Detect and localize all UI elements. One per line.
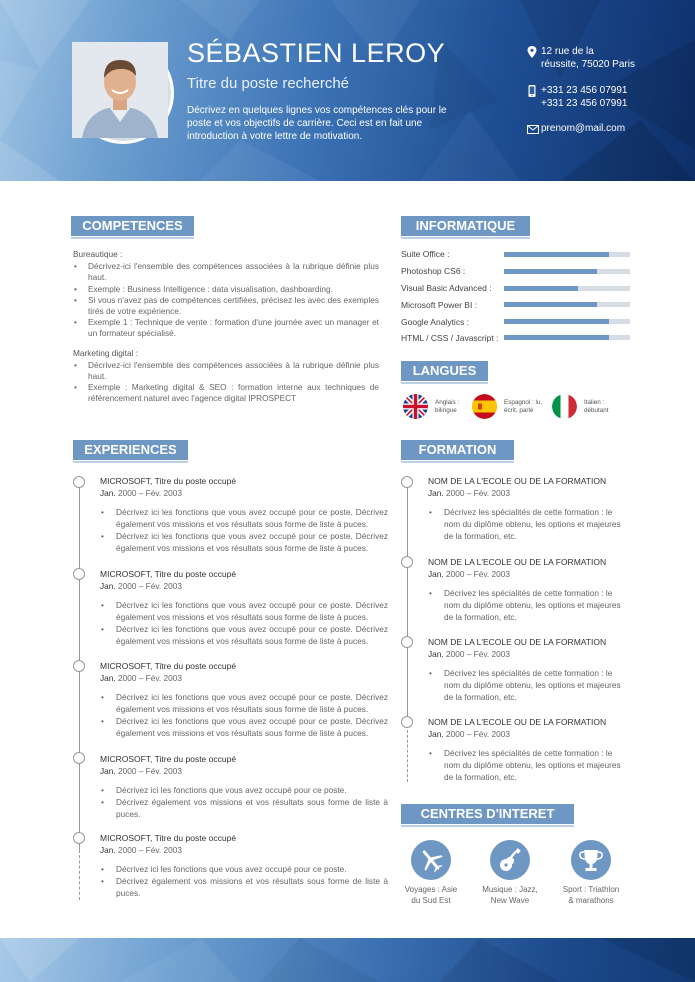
competence-list [73, 261, 379, 339]
job-dates: Jan. 2000 – Fév. 2003 [100, 673, 182, 683]
person-name: SÉBASTIEN LEROY [187, 38, 446, 68]
section-competences-title: COMPETENCES [71, 216, 194, 236]
skill-bar [504, 286, 630, 291]
list-item: • Décrivez ici les fonctions que vous avez occupé pour ce poste. Décrivez également vos missions et vos résultats sous forme de liste à puces. [100, 506, 388, 530]
list-item: • Décrivez ici les fonctions que vous avez occupé pour ce poste. [100, 863, 388, 875]
skill-bar [504, 269, 630, 274]
timeline-dot [401, 716, 413, 728]
trophy-icon [571, 840, 611, 880]
job-title: Titre du poste recherché [187, 75, 350, 92]
address-line-1: 12 rue de la [541, 46, 594, 57]
avatar [75, 45, 168, 138]
formation-item [428, 475, 626, 542]
skill-label: Google Analytics : [401, 317, 470, 327]
interest-label: Voyages : Asie du Sud Est [404, 885, 458, 905]
list-item: • Exemple : Marketing digital & SEO : formation interne aux techniques de référencement naturel avec l'agence digital IPROSPECT [73, 382, 379, 404]
list-item: • Si vous n'avez pas de compétences certifiées, précisez les avec des exemples tirés de votre expérience. [73, 295, 379, 317]
skill-bar-fill [504, 269, 597, 274]
skill-bar-fill [504, 319, 609, 324]
location-pin-icon [527, 46, 537, 58]
list-item: • Décrivez ici les fonctions que vous avez occupé pour ce poste. Décrivez également vos missions et vos résultats sous forme de liste à puces. [100, 623, 388, 647]
skill-label: HTML / CSS / Javascript : [401, 333, 499, 343]
skill-bar-fill [504, 302, 597, 307]
skill-bar-fill [504, 286, 578, 291]
formation-timeline-end [407, 725, 408, 782]
timeline-dot [401, 556, 413, 568]
list-item: • Décrivez les spécialités de cette formation : le nom du diplôme obtenu, les options et majeures de la formation, etc. [428, 506, 626, 542]
timeline-dot [73, 832, 85, 844]
formation-item [428, 636, 626, 703]
phone-number-1[interactable]: +331 23 456 07991 [541, 85, 628, 96]
timeline-dot [73, 568, 85, 580]
formation-item [428, 716, 626, 783]
list-item: • Exemple : Business Intelligence : data visualisation, dashboarding. [73, 284, 379, 295]
timeline-dot [401, 636, 413, 648]
timeline-dot [73, 476, 85, 488]
formation-dates: Jan. 2000 – Fév. 2003 [428, 488, 510, 498]
interest-travel [400, 840, 462, 906]
skill-bar [504, 252, 630, 257]
experience-item [100, 753, 388, 820]
interest-badge [490, 840, 530, 880]
list-item: • Décrivez ici les fonctions que vous avez occupé pour ce poste. Décrivez également vos missions et vos résultats sous forme de liste à puces. [100, 530, 388, 554]
email-address[interactable]: prenom@mail.com [541, 123, 626, 134]
list-item: • Exemple 1 : Technique de vente : formation d'une journée avec un manager et un formateur spécialisé. [73, 317, 379, 339]
skill-bar-fill [504, 335, 609, 340]
formation-item [428, 556, 626, 623]
skill-label: Photoshop CS6 : [401, 266, 466, 276]
experience-item [100, 568, 388, 647]
language-label: Italien : débutant [584, 399, 609, 414]
section-langues-title: LANGUES [401, 361, 488, 381]
phone-icon [527, 85, 537, 97]
skill-label: Visual Basic Advanced : [401, 283, 492, 293]
footer-banner [0, 938, 695, 982]
italy-flag-icon [552, 394, 577, 419]
job-title: MICROSOFT, Titre du poste occupé [100, 476, 237, 486]
skill-label: Suite Office : [401, 249, 450, 259]
formation-dates: Jan. 2000 – Fév. 2003 [428, 729, 510, 739]
list-item: • Décrivez-ici l'ensemble des compétences associées à la rubrique définie plus haut. [73, 360, 379, 382]
competence-category: Bureautique : [73, 249, 123, 259]
section-informatique-title: INFORMATIQUE [401, 216, 530, 236]
phone-number-2[interactable]: +331 23 456 07991 [541, 98, 628, 109]
header-banner [0, 0, 695, 181]
profile-photo [72, 42, 174, 144]
timeline-dot [73, 752, 85, 764]
job-title: MICROSOFT, Titre du poste occupé [100, 833, 237, 843]
skill-bar [504, 335, 630, 340]
formation-dates: Jan. 2000 – Fév. 2003 [428, 649, 510, 659]
address-line-2: réussite, 75020 Paris [541, 59, 635, 70]
school-name: NOM DE LA L'ECOLE OU DE LA FORMATION [428, 476, 607, 486]
timeline-dot [73, 660, 85, 672]
interest-sport [557, 840, 625, 906]
school-name: NOM DE LA L'ECOLE OU DE LA FORMATION [428, 717, 607, 727]
competences-section [73, 249, 379, 413]
list-item: • Décrivez ici les fonctions que vous avez occupé pour ce poste. Décrivez également vos missions et vos résultats sous forme de liste à puces. [100, 691, 388, 715]
spain-flag-icon [472, 394, 497, 419]
list-item: • Décrivez les spécialités de cette formation : le nom du diplôme obtenu, les options et majeures de la formation, etc. [428, 747, 626, 783]
list-item: • Décrivez également vos missions et vos résultats sous forme de liste à puces. [100, 875, 388, 899]
school-name: NOM DE LA L'ECOLE OU DE LA FORMATION [428, 637, 607, 647]
skill-bar [504, 302, 630, 307]
guitar-icon [490, 840, 530, 880]
list-item: • Décrivez ici les fonctions que vous avez occupé pour ce poste. Décrivez également vos missions et vos résultats sous forme de liste à puces. [100, 715, 388, 739]
job-dates: Jan. 2000 – Fév. 2003 [100, 845, 182, 855]
language-label: Espagnol : lu, écrit, parlé [504, 399, 543, 414]
job-dates: Jan. 2000 – Fév. 2003 [100, 766, 182, 776]
job-title: MICROSOFT, Titre du poste occupé [100, 754, 237, 764]
list-item: • Décrivez ici les fonctions que vous avez occupé pour ce poste. Décrivez également vos missions et vos résultats sous forme de liste à puces. [100, 599, 388, 623]
experience-item [100, 832, 388, 899]
footer-polygon-pattern [0, 938, 695, 982]
timeline-dot [401, 476, 413, 488]
airplane-icon [411, 840, 451, 880]
competence-list [73, 360, 379, 405]
intro-text: Décrivez en quelques lignes vos compétences clés pour le poste et vos objectifs de carrière. Ceci est en fait une introduction à votre lettre de motivation. [187, 105, 447, 142]
section-interets-title: CENTRES D'INTERET [401, 804, 574, 824]
job-title: MICROSOFT, Titre du poste occupé [100, 661, 237, 671]
interest-badge [571, 840, 611, 880]
skill-bar-fill [504, 252, 609, 257]
experience-item [100, 475, 388, 554]
experience-timeline-end [79, 850, 80, 900]
section-formation-title: FORMATION [401, 440, 514, 460]
list-item: • Décrivez les spécialités de cette formation : le nom du diplôme obtenu, les options et majeures de la formation, etc. [428, 667, 626, 703]
language-label: Anglais : bilingue [435, 399, 460, 414]
formation-dates: Jan. 2000 – Fév. 2003 [428, 569, 510, 579]
uk-flag-icon [403, 394, 428, 419]
skill-bar [504, 319, 630, 324]
interest-badge [411, 840, 451, 880]
school-name: NOM DE LA L'ECOLE OU DE LA FORMATION [428, 557, 607, 567]
list-item: • Décrivez également vos missions et vos résultats sous forme de liste à puces. [100, 796, 388, 820]
interest-music [479, 840, 541, 906]
job-title: MICROSOFT, Titre du poste occupé [100, 569, 237, 579]
experience-item [100, 660, 388, 739]
interest-label: Musique : Jazz, New Wave [482, 885, 538, 905]
list-item: • Décrivez les spécialités de cette formation : le nom du diplôme obtenu, les options et majeures de la formation, etc. [428, 587, 626, 623]
section-experiences-title: EXPERIENCES [73, 440, 188, 460]
envelope-icon [527, 124, 539, 136]
list-item: • Décrivez ici les fonctions que vous avez occupé pour ce poste. [100, 784, 388, 796]
formation-timeline [407, 480, 408, 725]
competence-category: Marketing digital : [73, 347, 139, 358]
list-item: • Décrivez-ici l'ensemble des compétences associées à la rubrique définie plus haut. [73, 261, 379, 283]
interest-label: Sport : Triathlon & marathons [562, 885, 620, 905]
skill-label: Microsoft Power BI : [401, 300, 478, 310]
job-dates: Jan. 2000 – Fév. 2003 [100, 581, 182, 591]
job-dates: Jan. 2000 – Fév. 2003 [100, 488, 182, 498]
